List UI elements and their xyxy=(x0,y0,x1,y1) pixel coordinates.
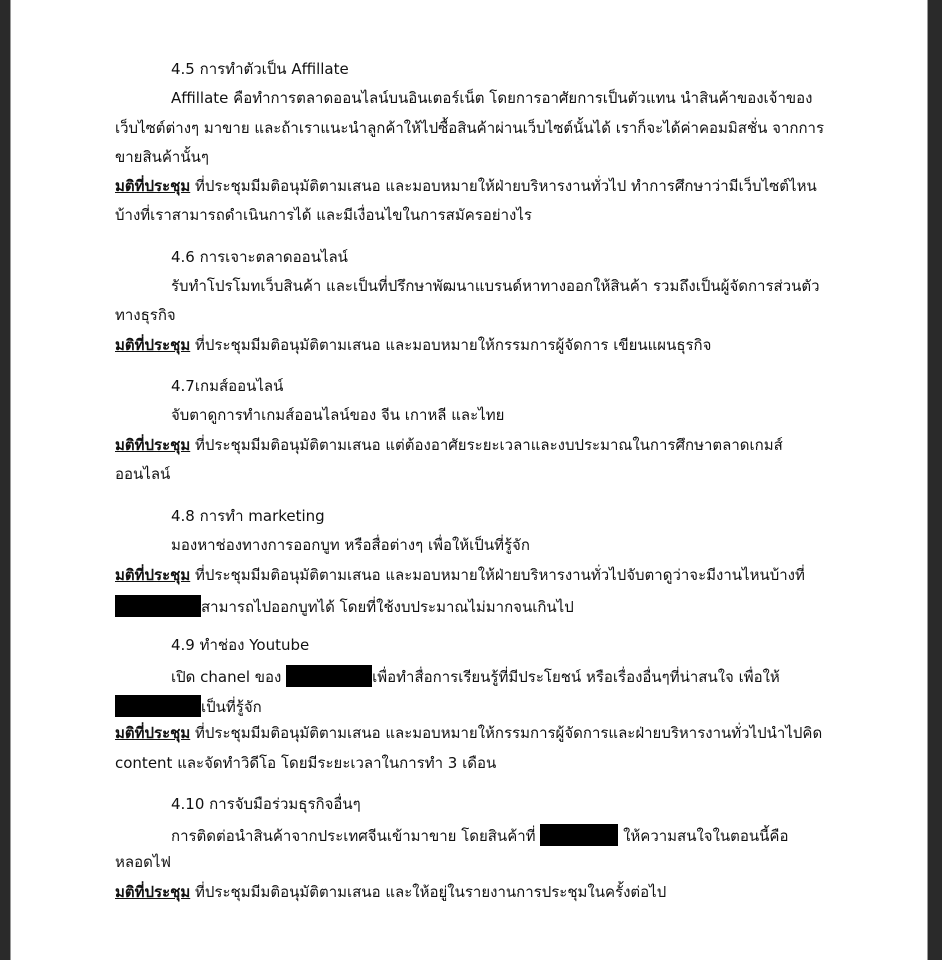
section-heading-4-7: 4.7เกมส์ออนไลน์ xyxy=(171,377,284,395)
resolution-label: มติที่ประชุม xyxy=(115,177,191,195)
paragraph-line: รับทำโปรโมทเว็บสินค้า และเป็นที่ปรึกษาพัฒนาแบรนด์หาทางออกให้สินค้า รวมถึงเป็นผู้จัดการส่วนตัว xyxy=(171,277,820,295)
resolution-line xyxy=(115,724,822,742)
resolution-label: มติที่ประชุม xyxy=(115,724,191,742)
section-heading-4-8: 4.8 การทำ marketing xyxy=(171,507,325,525)
resolution-label: มติที่ประชุม xyxy=(115,436,191,454)
resolution-text: ที่ประชุมมีมติอนุมัติตามเสนอ และมอบหมายให้กรรมการผู้จัดการและฝ่ายบริหารงานทั่วไปนำไปคิด xyxy=(190,724,823,742)
paragraph-text: เป็นที่รู้จัก xyxy=(201,698,262,716)
resolution-label: มติที่ประชุม xyxy=(115,336,191,354)
paragraph-line xyxy=(171,665,780,687)
redaction-bar xyxy=(286,665,372,687)
paragraph-line xyxy=(115,695,262,717)
resolution-text: ที่ประชุมมีมติอนุมัติตามเสนอ และมอบหมายให้ฝ่ายบริหารงานทั่วไปจับตาดูว่าจะมีงานไหนบ้างที่ xyxy=(190,566,805,584)
resolution-text: content และจัดทำวิดีโอ โดยมีระยะเวลาในการทำ 3 เดือน xyxy=(115,754,497,772)
section-heading-4-5: 4.5 การทำตัวเป็น Affillate xyxy=(171,60,349,78)
resolution-line xyxy=(115,177,817,195)
paragraph-text: การติดต่อนำสินค้าจากประเทศจีนเข้ามาขาย โดยสินค้าที่ xyxy=(171,827,541,845)
resolution-label: มติที่ประชุม xyxy=(115,566,191,584)
resolution-line xyxy=(115,436,783,454)
resolution-label: มติที่ประชุม xyxy=(115,883,191,901)
document-page xyxy=(10,0,928,960)
paragraph-line: เว็บไซต์ต่างๆ มาขาย และถ้าเราแนะนำลูกค้าให้ไปซื้อสินค้าผ่านเว็บไซต์นั้นได้ เราก็จะได้ค่าคอมมิสชั่น จากการ xyxy=(115,119,825,137)
section-heading-4-6: 4.6 การเจาะตลาดออนไลน์ xyxy=(171,248,348,266)
redaction-bar xyxy=(540,824,618,846)
resolution-text: ที่ประชุมมีมติอนุมัติตามเสนอ แต่ต้องอาศัยระยะเวลาและงบประมาณในการศึกษาตลาดเกมส์ xyxy=(190,436,783,454)
section-heading-4-9: 4.9 ทำช่อง Youtube xyxy=(171,636,310,654)
paragraph-line: Affillate คือทำการตลาดออนไลน์บนอินเตอร์เน็ต โดยการอาศัยการเป็นตัวแทน นำสินค้าของเจ้าของ xyxy=(171,89,813,107)
section-heading-4-10: 4.10 การจับมือร่วมธุรกิจอื่นๆ xyxy=(171,795,361,813)
resolution-text-line xyxy=(115,595,574,617)
resolution-text: บ้างที่เราสามารถดำเนินการได้ และมีเงื่อนไขในการสมัครอย่างไร xyxy=(115,206,532,224)
resolution-line xyxy=(115,566,805,584)
paragraph-line: ขายสินค้านั้นๆ xyxy=(115,148,209,166)
resolution-text: ที่ประชุมมีมติอนุมัติตามเสนอ และให้อยู่ในรายงานการประชุมในครั้งต่อไป xyxy=(190,883,667,901)
resolution-text: ที่ประชุมมีมติอนุมัติตามเสนอ และมอบหมายให้ฝ่ายบริหารงานทั่วไป ทำการศึกษาว่ามีเว็บไซต์ไหน xyxy=(190,177,817,195)
resolution-text: สามารถไปออกบูทได้ โดยที่ใช้งบประมาณไม่มากจนเกินไป xyxy=(201,598,574,616)
resolution-text: ออนไลน์ xyxy=(115,465,171,483)
paragraph-text: ให้ความสนใจในตอนนี้คือ xyxy=(618,827,789,845)
paragraph-text: เพื่อทำสื่อการเรียนรู้ที่มีประโยชน์ หรือเรื่องอื่นๆที่น่าสนใจ เพื่อให้ xyxy=(372,668,780,686)
paragraph-line: ทางธุรกิจ xyxy=(115,306,176,324)
paragraph-line: จับตาดูการทำเกมส์ออนไลน์ของ จีน เกาหลี และไทย xyxy=(171,406,505,424)
paragraph-line: หลอดไฟ xyxy=(115,853,171,871)
redaction-bar xyxy=(115,595,201,617)
paragraph-text: เปิด chanel ของ xyxy=(171,668,287,686)
resolution-line xyxy=(115,336,711,354)
resolution-line xyxy=(115,883,666,901)
paragraph-line: มองหาช่องทางการออกบูท หรือสื่อต่างๆ เพื่อให้เป็นที่รู้จัก xyxy=(171,536,530,554)
resolution-text: ที่ประชุมมีมติอนุมัติตามเสนอ และมอบหมายให้กรรมการผู้จัดการ เขียนแผนธุรกิจ xyxy=(190,336,712,354)
redaction-bar xyxy=(115,695,201,717)
paragraph-line xyxy=(171,824,788,846)
